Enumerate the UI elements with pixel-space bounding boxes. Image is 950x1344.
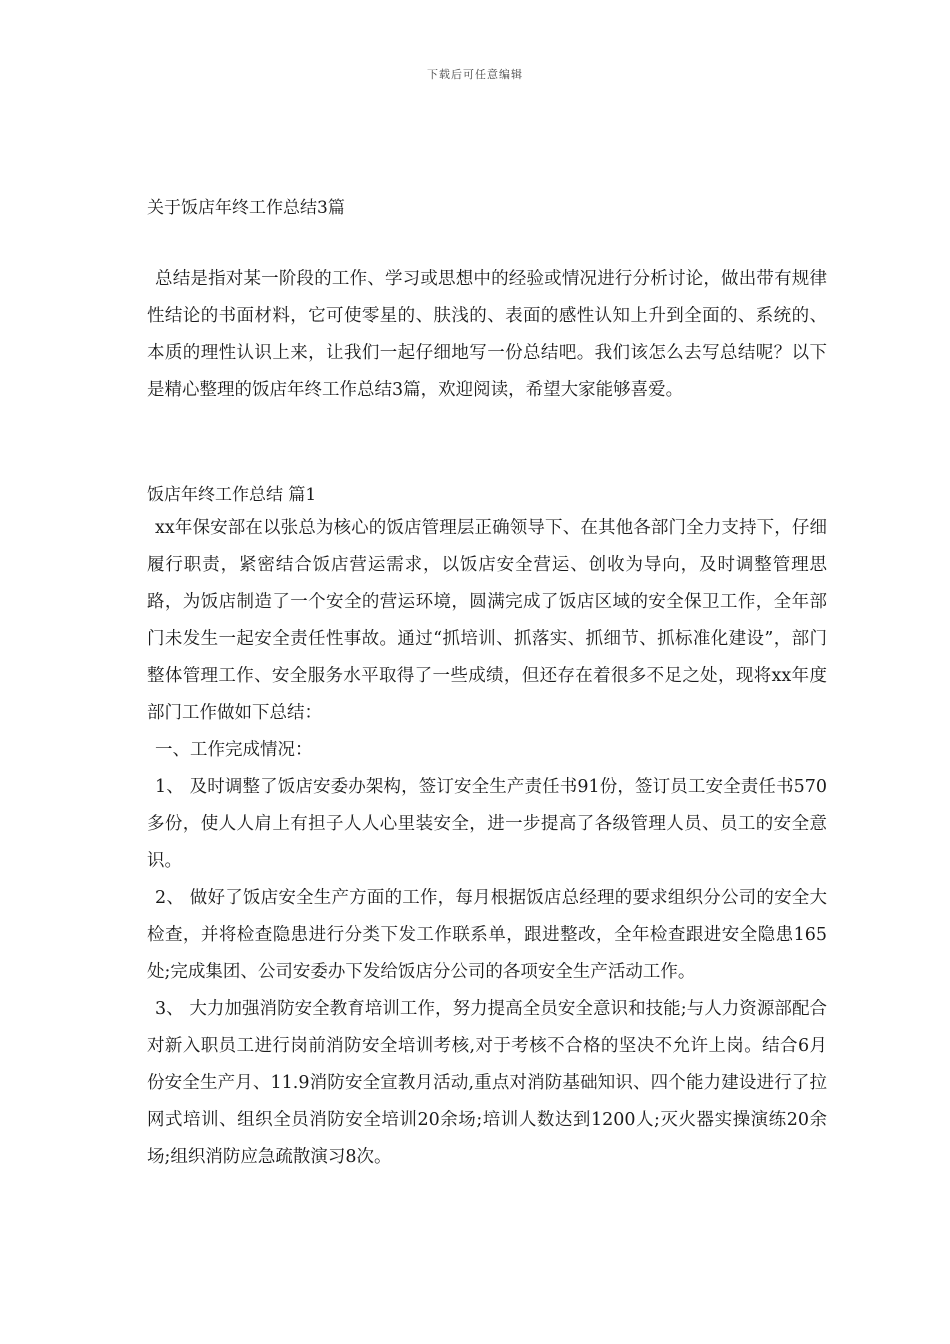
- document-title: 关于饭店年终工作总结3篇: [147, 198, 345, 218]
- section-subheading: 一、工作完成情况：: [155, 740, 313, 760]
- section-opening-paragraph: xx年保安部在以张总为核心的饭店管理层正确领导下、在其他各部门全力支持下，仔细履行职责，紧密结合饭店营运需求，以饭店安全营运、创收为导向，及时调整管理思路，为饭店制造了一个安全的营运环境，圆满完成了饭店区域的安全保卫工作，全年部门未发生一起安全责任性事故。通过“抓培训、抓落实、抓细节、抓标准化建设”，部门整体管理工作、安全服务水平取得了一些成绩，但还存在着很多不足之处，现将xx年度部门工作做如下总结：: [147, 518, 827, 723]
- section-heading: 饭店年终工作总结 篇1: [147, 485, 317, 505]
- list-item: 3、 大力加强消防安全教育培训工作，努力提高全员安全意识和技能;与人力资源部配合对新入职员工进行岗前消防安全培训考核,对于考核不合格的坚决不允许上岗。结合6月份安全生产月、11.9消防安全宣教月活动,重点对消防基础知识、四个能力建设进行了拉网式培训、组织全员消防安全培训20余场;培训人数达到1200人;灭火器实操演练20余场;组织消防应急疏散演习8次。: [147, 999, 827, 1167]
- list-item: 1、 及时调整了饭店安委办架构，签订安全生产责任书91份，签订员工安全责任书570多份，使人人肩上有担子人人心里装安全，进一步提高了各级管理人员、员工的安全意识。: [147, 777, 827, 871]
- header-note: 下载后可任意编辑: [427, 68, 523, 81]
- section-1: [147, 482, 827, 1176]
- intro-block: [147, 261, 827, 409]
- intro-paragraph: 总结是指对某一阶段的工作、学习或思想中的经验或情况进行分析讨论，做出带有规律性结论的书面材料，它可使零星的、肤浅的、表面的感性认知上升到全面的、系统的、本质的理性认识上来，让我们一起仔细地写一份总结吧。我们该怎么去写总结呢？以下是精心整理的饭店年终工作总结3篇，欢迎阅读，希望大家能够喜爱。: [147, 269, 827, 400]
- list-item: 2、 做好了饭店安全生产方面的工作，每月根据饭店总经理的要求组织分公司的安全大检查，并将检查隐患进行分类下发工作联系单，跟进整改，全年检查跟进安全隐患165处;完成集团、公司安委办下发给饭店分公司的各项安全生产活动工作。: [147, 888, 827, 982]
